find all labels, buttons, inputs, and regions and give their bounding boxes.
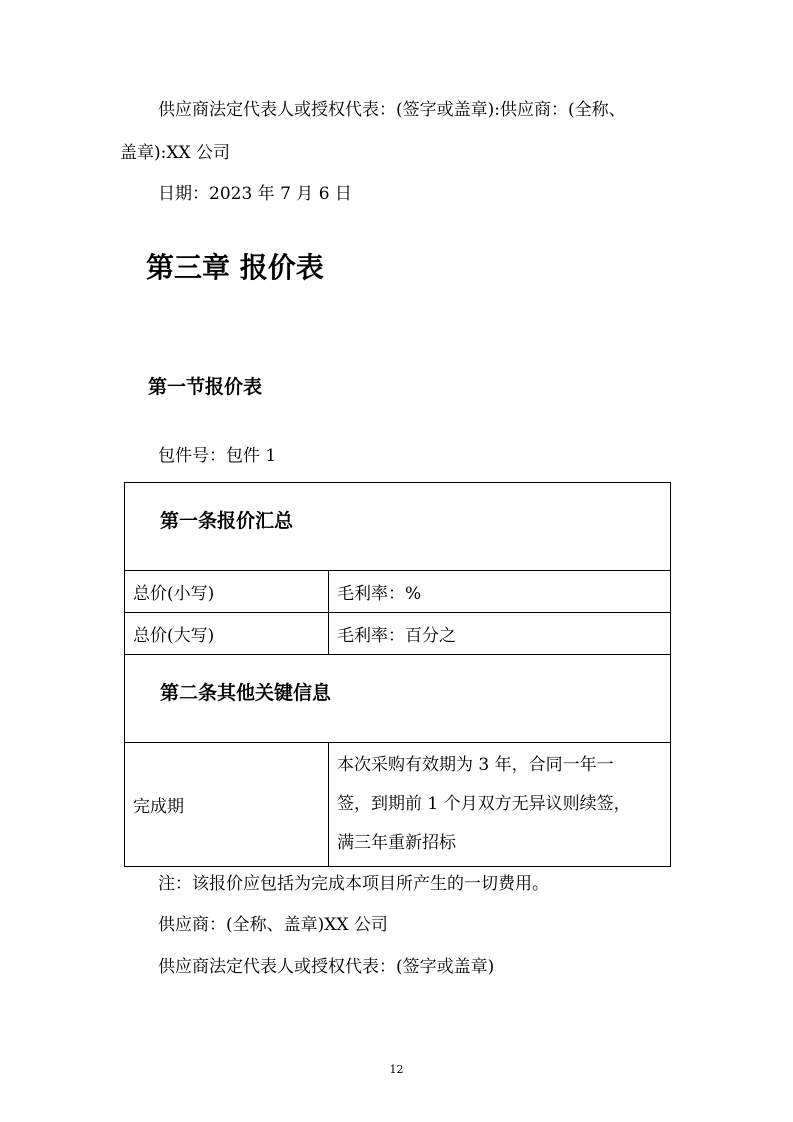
table-cell: 毛利率：百分之	[329, 613, 671, 655]
table-cell: 总价(小写)	[125, 571, 329, 613]
section1-title: 第一条报价汇总	[160, 510, 294, 532]
signature-line-2: 盖章):XX 公司	[120, 143, 230, 163]
section-title: 第一节报价表	[148, 376, 263, 398]
text-line: 满三年重新招标	[337, 833, 456, 853]
table-row	[125, 613, 671, 655]
signature-line-1: 供应商法定代表人或授权代表：(签字或盖章):供应商：(全称、	[158, 100, 626, 120]
table-cell: 总价(大写)	[125, 613, 329, 655]
table-section-header	[125, 483, 671, 571]
note-line: 注：该报价应包括为完成本项目所产生的一切费用。	[158, 874, 549, 894]
table-cell: 毛利率：%	[329, 571, 671, 613]
chapter-title: 第三章 报价表	[146, 251, 324, 284]
quote-table	[124, 482, 671, 867]
text-line: 本次采购有效期为 3 年，合同一年一	[337, 755, 614, 775]
supplier-line: 供应商：(全称、盖章)XX 公司	[158, 915, 388, 935]
table-cell-multiline	[329, 743, 671, 867]
representative-line: 供应商法定代表人或授权代表：(签字或盖章)	[158, 957, 495, 977]
table-row	[125, 743, 671, 867]
page-number: 12	[389, 1063, 404, 1076]
text-line: 签，到期前 1 个月双方无异议则续签，	[337, 794, 631, 814]
date-line: 日期：2023 年 7 月 6 日	[158, 184, 352, 204]
section2-title: 第二条其他关键信息	[160, 682, 332, 704]
table-cell: 完成期	[125, 743, 329, 867]
table-row	[125, 571, 671, 613]
package-label: 包件号：包件 1	[158, 446, 277, 466]
table-section-header	[125, 655, 671, 743]
